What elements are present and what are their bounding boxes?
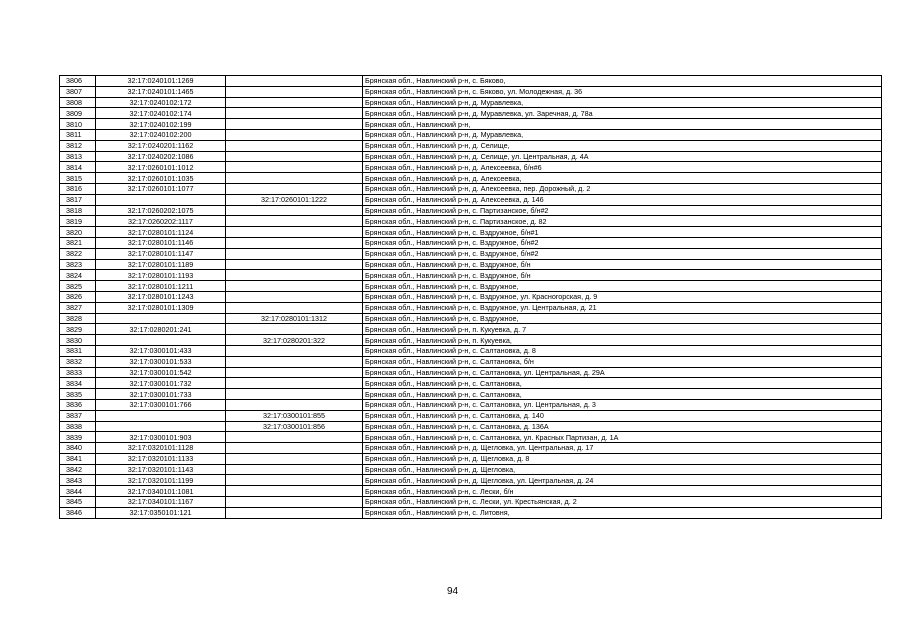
cadastral-number-alt-cell — [226, 86, 363, 97]
cadastral-number-alt-cell — [226, 453, 363, 464]
table-row — [60, 324, 882, 335]
table-row — [60, 507, 882, 518]
cadastral-number-alt-cell — [226, 151, 363, 162]
address-cell: Брянская обл., Навлинский р-н, д. Щегловка, — [363, 464, 882, 475]
row-number-cell: 3834 — [60, 378, 96, 389]
row-number-cell: 3814 — [60, 162, 96, 173]
address-cell: Брянская обл., Навлинский р-н, с. Салтановка, — [363, 389, 882, 400]
row-number-cell: 3828 — [60, 313, 96, 324]
table-row — [60, 216, 882, 227]
table-row — [60, 313, 882, 324]
cadastral-number-cell: 32:17:0280101:1193 — [96, 270, 226, 281]
address-cell: Брянская обл., Навлинский р-н, д. Алексеевка, пер. Дорожный, д. 2 — [363, 183, 882, 194]
cadastral-number-alt-cell — [226, 324, 363, 335]
row-number-cell: 3845 — [60, 497, 96, 508]
cadastral-number-alt-cell — [226, 270, 363, 281]
row-number-cell: 3811 — [60, 129, 96, 140]
cadastral-number-cell: 32:17:0300101:542 — [96, 367, 226, 378]
cadastral-number-cell: 32:17:0240102:172 — [96, 97, 226, 108]
cadastral-number-alt-cell — [226, 129, 363, 140]
table-row — [60, 453, 882, 464]
cadastral-number-cell — [96, 410, 226, 421]
cadastral-number-cell: 32:17:0300101:533 — [96, 356, 226, 367]
row-number-cell: 3812 — [60, 140, 96, 151]
cadastral-number-cell: 32:17:0320101:1199 — [96, 475, 226, 486]
address-cell: Брянская обл., Навлинский р-н, с. Салтановка, д. 140 — [363, 410, 882, 421]
cadastral-number-alt-cell — [226, 432, 363, 443]
table-row — [60, 108, 882, 119]
cadastral-number-cell: 32:17:0240102:174 — [96, 108, 226, 119]
row-number-cell: 3842 — [60, 464, 96, 475]
address-cell: Брянская обл., Навлинский р-н, с. Салтановка, ул. Красных Партизан, д. 1А — [363, 432, 882, 443]
address-cell: Брянская обл., Навлинский р-н, с. Салтановка, ул. Центральная, д. 3 — [363, 399, 882, 410]
table-row — [60, 194, 882, 205]
row-number-cell: 3837 — [60, 410, 96, 421]
row-number-cell: 3846 — [60, 507, 96, 518]
cadastral-number-cell: 32:17:0280101:1309 — [96, 302, 226, 313]
row-number-cell: 3836 — [60, 399, 96, 410]
cadastral-number-alt-cell: 32:17:0300101:855 — [226, 410, 363, 421]
cadastral-number-alt-cell — [226, 216, 363, 227]
row-number-cell: 3809 — [60, 108, 96, 119]
row-number-cell: 3813 — [60, 151, 96, 162]
cadastral-number-cell — [96, 421, 226, 432]
address-cell: Брянская обл., Навлинский р-н, с. Вздружное, — [363, 313, 882, 324]
table-row — [60, 421, 882, 432]
table-row — [60, 140, 882, 151]
address-cell: Брянская обл., Навлинский р-н, д. Алексеевка, б/н#6 — [363, 162, 882, 173]
address-cell: Брянская обл., Навлинский р-н, с. Вздружное, б/н#2 — [363, 237, 882, 248]
row-number-cell: 3839 — [60, 432, 96, 443]
cadastral-number-alt-cell — [226, 173, 363, 184]
table-row — [60, 183, 882, 194]
table-row — [60, 291, 882, 302]
address-cell: Брянская обл., Навлинский р-н, с. Бяково, ул. Молодежная, д. 36 — [363, 86, 882, 97]
cadastral-number-alt-cell — [226, 248, 363, 259]
address-cell: Брянская обл., Навлинский р-н, с. Вздружное, б/н#1 — [363, 227, 882, 238]
cadastral-number-cell: 32:17:0280101:1243 — [96, 291, 226, 302]
table-row — [60, 410, 882, 421]
row-number-cell: 3815 — [60, 173, 96, 184]
row-number-cell: 3824 — [60, 270, 96, 281]
row-number-cell: 3843 — [60, 475, 96, 486]
cadastral-number-cell: 32:17:0300101:732 — [96, 378, 226, 389]
cadastral-number-alt-cell — [226, 475, 363, 486]
address-cell: Брянская обл., Навлинский р-н, с. Литовня, — [363, 507, 882, 518]
cadastral-number-alt-cell — [226, 76, 363, 87]
cadastral-number-cell: 32:17:0280101:1189 — [96, 259, 226, 270]
row-number-cell: 3829 — [60, 324, 96, 335]
address-cell: Брянская обл., Навлинский р-н, с. Салтановка, д. 8 — [363, 345, 882, 356]
row-number-cell: 3822 — [60, 248, 96, 259]
cadastral-number-cell — [96, 313, 226, 324]
row-number-cell: 3818 — [60, 205, 96, 216]
row-number-cell: 3816 — [60, 183, 96, 194]
row-number-cell: 3838 — [60, 421, 96, 432]
address-cell: Брянская обл., Навлинский р-н, д. Муравлевка, — [363, 129, 882, 140]
cadastral-number-alt-cell — [226, 399, 363, 410]
address-cell: Брянская обл., Навлинский р-н, п. Кукуевка, — [363, 335, 882, 346]
row-number-cell: 3825 — [60, 281, 96, 292]
cadastral-number-cell: 32:17:0260101:1077 — [96, 183, 226, 194]
address-cell: Брянская обл., Навлинский р-н, с. Лески, ул. Крестьянская, д. 2 — [363, 497, 882, 508]
address-cell: Брянская обл., Навлинский р-н, д. Щегловка, ул. Центральная, д. 17 — [363, 443, 882, 454]
address-cell: Брянская обл., Навлинский р-н, д. Алексеевка, д. 146 — [363, 194, 882, 205]
address-cell: Брянская обл., Навлинский р-н, с. Вздружное, б/н — [363, 259, 882, 270]
row-number-cell: 3831 — [60, 345, 96, 356]
address-cell: Брянская обл., Навлинский р-н, с. Салтановка, — [363, 378, 882, 389]
cadastral-number-alt-cell — [226, 281, 363, 292]
table-row — [60, 475, 882, 486]
table-row — [60, 389, 882, 400]
cadastral-number-alt-cell — [226, 119, 363, 130]
address-cell: Брянская обл., Навлинский р-н, с. Лески, б/н — [363, 486, 882, 497]
cadastral-number-cell — [96, 194, 226, 205]
row-number-cell: 3835 — [60, 389, 96, 400]
table-row — [60, 302, 882, 313]
cadastral-number-cell: 32:17:0300101:766 — [96, 399, 226, 410]
address-cell: Брянская обл., Навлинский р-н, д. Щегловка, ул. Центральная, д. 24 — [363, 475, 882, 486]
row-number-cell: 3833 — [60, 367, 96, 378]
row-number-cell: 3832 — [60, 356, 96, 367]
cadastral-number-cell: 32:17:0280101:1124 — [96, 227, 226, 238]
cadastral-number-cell: 32:17:0240201:1162 — [96, 140, 226, 151]
table-row — [60, 432, 882, 443]
cadastral-number-alt-cell — [226, 356, 363, 367]
cadastral-number-alt-cell — [226, 205, 363, 216]
cadastral-number-alt-cell — [226, 497, 363, 508]
address-cell: Брянская обл., Навлинский р-н, д. Муравлевка, — [363, 97, 882, 108]
cadastral-number-alt-cell: 32:17:0300101:856 — [226, 421, 363, 432]
cadastral-number-cell: 32:17:0320101:1128 — [96, 443, 226, 454]
table-row — [60, 259, 882, 270]
cadastral-number-alt-cell — [226, 486, 363, 497]
table-row — [60, 119, 882, 130]
table-row — [60, 486, 882, 497]
table-row — [60, 86, 882, 97]
table-row — [60, 151, 882, 162]
cadastral-number-cell: 32:17:0240102:200 — [96, 129, 226, 140]
table-row — [60, 356, 882, 367]
cadastral-number-cell: 32:17:0340101:1167 — [96, 497, 226, 508]
table-row — [60, 173, 882, 184]
address-cell: Брянская обл., Навлинский р-н, с. Партизанское, д. 82 — [363, 216, 882, 227]
address-cell: Брянская обл., Навлинский р-н, с. Бяково, — [363, 76, 882, 87]
cadastral-number-cell: 32:17:0260202:1117 — [96, 216, 226, 227]
cadastral-number-alt-cell — [226, 227, 363, 238]
table-row — [60, 281, 882, 292]
cadastral-number-alt-cell — [226, 443, 363, 454]
table-row — [60, 97, 882, 108]
row-number-cell: 3827 — [60, 302, 96, 313]
address-cell: Брянская обл., Навлинский р-н, д. Селище, ул. Центральная, д. 4А — [363, 151, 882, 162]
cadastral-number-cell: 32:17:0320101:1133 — [96, 453, 226, 464]
address-cell: Брянская обл., Навлинский р-н, с. Вздружное, ул. Центральная, д. 21 — [363, 302, 882, 313]
table-row — [60, 443, 882, 454]
cadastral-number-alt-cell — [226, 183, 363, 194]
row-number-cell: 3840 — [60, 443, 96, 454]
cadastral-number-cell: 32:17:0260101:1035 — [96, 173, 226, 184]
table-row — [60, 399, 882, 410]
cadastral-number-alt-cell — [226, 345, 363, 356]
cadastral-number-alt-cell: 32:17:0280101:1312 — [226, 313, 363, 324]
table-row — [60, 335, 882, 346]
row-number-cell: 3826 — [60, 291, 96, 302]
row-number-cell: 3844 — [60, 486, 96, 497]
row-number-cell: 3823 — [60, 259, 96, 270]
address-cell: Брянская обл., Навлинский р-н, с. Вздружное, б/н — [363, 270, 882, 281]
cadastral-number-alt-cell — [226, 259, 363, 270]
table-row — [60, 76, 882, 87]
cadastral-number-alt-cell — [226, 378, 363, 389]
registry-table — [59, 75, 882, 519]
table-row — [60, 497, 882, 508]
cadastral-number-cell: 32:17:0240102:199 — [96, 119, 226, 130]
address-cell: Брянская обл., Навлинский р-н, с. Салтановка, д. 136А — [363, 421, 882, 432]
address-cell: Брянская обл., Навлинский р-н, д. Щегловка, д. 8 — [363, 453, 882, 464]
table-row — [60, 205, 882, 216]
cadastral-number-alt-cell — [226, 97, 363, 108]
table-row — [60, 129, 882, 140]
cadastral-number-alt-cell: 32:17:0260101:1222 — [226, 194, 363, 205]
address-cell: Брянская обл., Навлинский р-н, с. Вздружное, ул. Красногорская, д. 9 — [363, 291, 882, 302]
table-row — [60, 227, 882, 238]
address-cell: Брянская обл., Навлинский р-н, с. Партизанское, б/н#2 — [363, 205, 882, 216]
cadastral-number-alt-cell — [226, 507, 363, 518]
cadastral-number-cell: 32:17:0350101:121 — [96, 507, 226, 518]
cadastral-number-cell — [96, 335, 226, 346]
cadastral-number-alt-cell — [226, 162, 363, 173]
cadastral-number-cell: 32:17:0300101:903 — [96, 432, 226, 443]
row-number-cell: 3819 — [60, 216, 96, 227]
table-row — [60, 162, 882, 173]
cadastral-number-cell: 32:17:0280201:241 — [96, 324, 226, 335]
table-row — [60, 464, 882, 475]
cadastral-number-alt-cell — [226, 140, 363, 151]
cadastral-number-alt-cell — [226, 367, 363, 378]
table-row — [60, 248, 882, 259]
address-cell: Брянская обл., Навлинский р-н, с. Салтановка, ул. Центральная, д. 29А — [363, 367, 882, 378]
table-row — [60, 378, 882, 389]
table-row — [60, 237, 882, 248]
cadastral-number-cell: 32:17:0300101:733 — [96, 389, 226, 400]
address-cell: Брянская обл., Навлинский р-н, д. Алексеевка, — [363, 173, 882, 184]
cadastral-number-cell: 32:17:0280101:1211 — [96, 281, 226, 292]
cadastral-number-alt-cell — [226, 108, 363, 119]
row-number-cell: 3820 — [60, 227, 96, 238]
row-number-cell: 3821 — [60, 237, 96, 248]
address-cell: Брянская обл., Навлинский р-н, с. Салтановка, б/н — [363, 356, 882, 367]
cadastral-number-alt-cell — [226, 237, 363, 248]
cadastral-number-cell: 32:17:0280101:1147 — [96, 248, 226, 259]
row-number-cell: 3808 — [60, 97, 96, 108]
cadastral-number-cell: 32:17:0260101:1012 — [96, 162, 226, 173]
row-number-cell: 3810 — [60, 119, 96, 130]
table-row — [60, 367, 882, 378]
cadastral-number-alt-cell — [226, 291, 363, 302]
row-number-cell: 3807 — [60, 86, 96, 97]
registry-table-body — [60, 76, 882, 519]
cadastral-number-cell: 32:17:0320101:1143 — [96, 464, 226, 475]
cadastral-number-alt-cell — [226, 389, 363, 400]
table-row — [60, 270, 882, 281]
row-number-cell: 3841 — [60, 453, 96, 464]
row-number-cell: 3830 — [60, 335, 96, 346]
cadastral-number-alt-cell — [226, 302, 363, 313]
address-cell: Брянская обл., Навлинский р-н, п. Кукуевка, д. 7 — [363, 324, 882, 335]
address-cell: Брянская обл., Навлинский р-н, — [363, 119, 882, 130]
address-cell: Брянская обл., Навлинский р-н, с. Вздружное, — [363, 281, 882, 292]
table-row — [60, 345, 882, 356]
cadastral-number-cell: 32:17:0300101:433 — [96, 345, 226, 356]
cadastral-number-cell: 32:17:0340101:1081 — [96, 486, 226, 497]
address-cell: Брянская обл., Навлинский р-н, д. Муравлевка, ул. Заречная, д. 78а — [363, 108, 882, 119]
cadastral-number-cell: 32:17:0240101:1465 — [96, 86, 226, 97]
cadastral-number-alt-cell — [226, 464, 363, 475]
cadastral-number-cell: 32:17:0240101:1269 — [96, 76, 226, 87]
cadastral-number-cell: 32:17:0240202:1086 — [96, 151, 226, 162]
page-number: 94 — [446, 586, 459, 597]
cadastral-number-alt-cell: 32:17:0280201:322 — [226, 335, 363, 346]
cadastral-number-cell: 32:17:0260202:1075 — [96, 205, 226, 216]
address-cell: Брянская обл., Навлинский р-н, с. Вздружное, б/н#2 — [363, 248, 882, 259]
cadastral-number-cell: 32:17:0280101:1146 — [96, 237, 226, 248]
address-cell: Брянская обл., Навлинский р-н, д. Селище, — [363, 140, 882, 151]
row-number-cell: 3817 — [60, 194, 96, 205]
row-number-cell: 3806 — [60, 76, 96, 87]
